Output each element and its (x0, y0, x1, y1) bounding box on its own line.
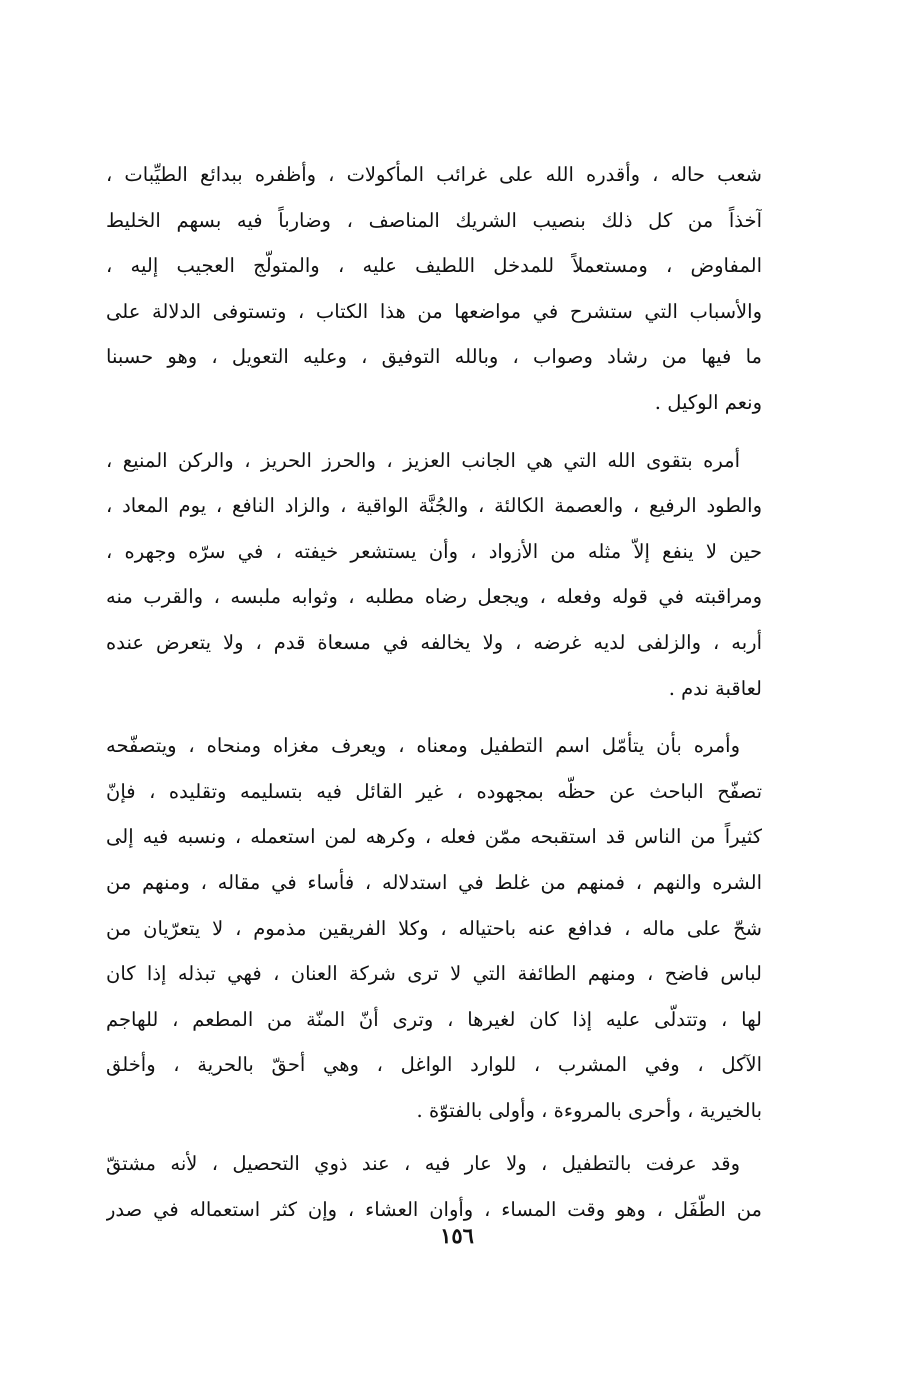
text-line: لباس فاضح ، ومنهم الطائفة التي لا ترى شركة العنان ، فهي تبذله إذا كان (106, 962, 762, 986)
text-line: آخذاً من كل ذلك بنصيب الشريك المناصف ، وضارباً فيه بسهم الخليط (106, 208, 762, 232)
text-line: ونعم الوكيل . (654, 390, 762, 414)
text-line: ما فيها من رشاد وصواب ، وبالله التوفيق ، وعليه التعويل ، وهو حسبنا (106, 345, 762, 369)
text-line: والأسباب التي ستشرح في مواضعها من هذا الكتاب ، وتستوفى الدلالة على (106, 299, 762, 323)
text-line: ومراقبته في قوله وفعله ، ويجعل رضاه مطلبه ، وثوابه ملبسه ، والقرب منه (106, 585, 762, 609)
text-line: بالخيرية ، وأحرى بالمروءة ، وأولى بالفتوّة . (416, 1098, 762, 1122)
page-body (106, 152, 762, 1233)
page-number: ١٥٦ (440, 1223, 474, 1248)
text-line: كثيراً من الناس قد استقبحه ممّن فعله ، وكرهه لمن استعمله ، ونسبه فيه إلى (106, 825, 762, 849)
text-line: المفاوض ، ومستعملاً للمدخل اللطيف عليه ، والمتولّج العجيب إليه ، (106, 254, 762, 278)
text-line: والطود الرفيع ، والعصمة الكالئة ، والجُنَّة الواقية ، والزاد النافع ، يوم المعاد ، (106, 494, 762, 518)
text-line: أربه ، والزلفى لديه غرضه ، ولا يخالفه في مسعاة قدم ، ولا يتعرض عنده (106, 630, 762, 654)
text-line: شعب حاله ، وأقدره الله على غرائب المأكولات ، وأظفره ببدائع الطيِّبات ، (106, 163, 762, 186)
text-line: أمره بتقوى الله التي هي الجانب العزيز ، والحرز الحريز ، والركن المنيع ، (106, 448, 740, 472)
paragraph-1 (106, 152, 762, 426)
text-line: الشره والنهم ، فمنهم من غلط في استدلاله ، فأساء في مقاله ، ومنهم من (106, 870, 762, 894)
text-line: شحّ على ماله ، فدافع عنه باحتياله ، وكلا الفريقين مذموم ، لا يتعرّيان من (106, 916, 762, 940)
paragraph-2 (106, 438, 762, 712)
text-line: وأمره بأن يتأمّل اسم التطفيل ومعناه ، ويعرف مغزاه ومنحاه ، ويتصفّحه (106, 734, 740, 758)
paragraph-3 (106, 723, 762, 1133)
text-line: لها ، وتتدلّى عليه إذا كان لغيرها ، وترى أنّ المنّة من المطعم ، للهاجم (106, 1007, 762, 1031)
text-line: الآكل ، وفي المشرب ، للوارد الواغل ، وهي أحقّ بالحرية ، وأخلق (106, 1053, 762, 1077)
text-line: وقد عرفت بالتطفيل ، ولا عار فيه ، عند ذوي التحصيل ، لأنه مشتقّ (106, 1152, 740, 1176)
text-line: تصفّح الباحث عن حظّه بمجهوده ، غير القائل فيه بتسليمه وتقليده ، فإنّ (106, 779, 762, 803)
text-line: حين لا ينفع إلاّ مثله من الأزواد ، وأن يستشعر خيفته ، في سرّه وجهره ، (106, 539, 762, 563)
text-line: لعاقبة ندم . (668, 676, 762, 700)
text-line: من الطّفَل ، وهو وقت المساء ، وأوان العشاء ، وإن كثر استعماله في صدر (106, 1198, 762, 1222)
